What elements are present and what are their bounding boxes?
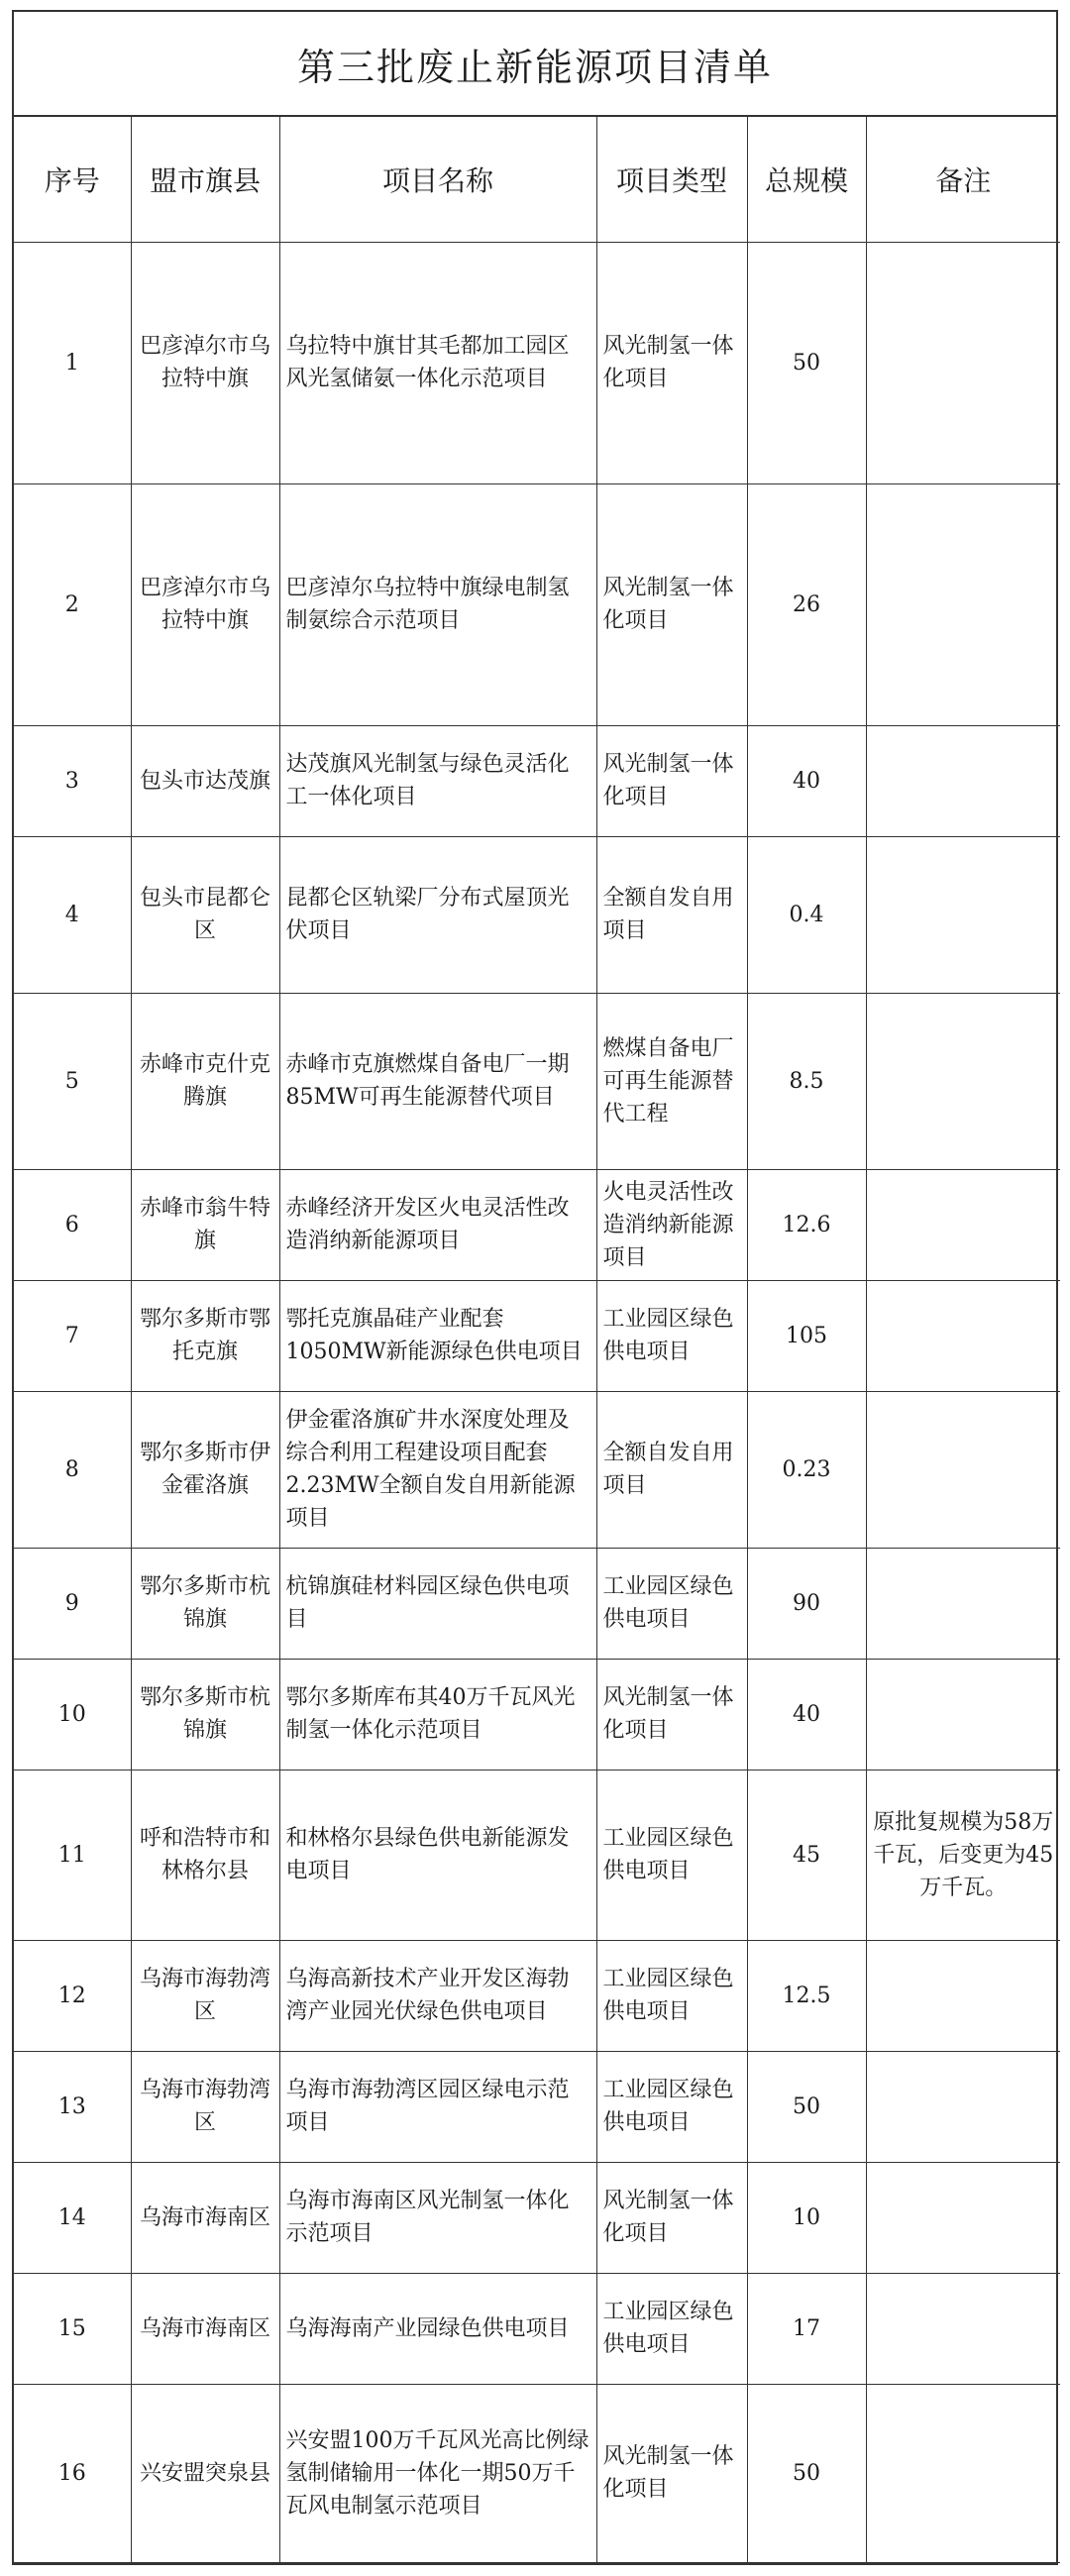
row-project-name: 鄂托克旗晶硅产业配套1050MW新能源绿色供电项目: [279, 1280, 596, 1391]
table-row: [14, 725, 1060, 836]
row-total-scale: 17: [747, 2273, 866, 2384]
row-note: [866, 1391, 1060, 1548]
row-region: 鄂尔多斯市杭锦旗: [131, 1659, 279, 1770]
header-project-name: 项目名称: [279, 117, 596, 242]
row-region: 呼和浩特市和林格尔县: [131, 1770, 279, 1940]
row-project-type: 工业园区绿色供电项目: [596, 2051, 747, 2162]
row-note: [866, 1940, 1060, 2051]
header-region: 盟市旗县: [131, 117, 279, 242]
row-region: 鄂尔多斯市杭锦旗: [131, 1548, 279, 1659]
table-row: [14, 1770, 1060, 1940]
table-row: [14, 2162, 1060, 2273]
row-note: [866, 836, 1060, 993]
row-project-name: 赤峰经济开发区火电灵活性改造消纳新能源项目: [279, 1169, 596, 1280]
row-project-type: 工业园区绿色供电项目: [596, 1548, 747, 1659]
table-row: [14, 2051, 1060, 2162]
row-index: 5: [14, 993, 131, 1169]
row-note: 原批复规模为58万千瓦，后变更为45万千瓦。: [866, 1770, 1060, 1940]
row-total-scale: 40: [747, 725, 866, 836]
row-project-type: 工业园区绿色供电项目: [596, 1940, 747, 2051]
row-project-type: 风光制氢一体化项目: [596, 242, 747, 483]
row-project-type: 火电灵活性改造消纳新能源项目: [596, 1169, 747, 1280]
row-total-scale: 45: [747, 1770, 866, 1940]
row-project-name: 杭锦旗硅材料园区绿色供电项目: [279, 1548, 596, 1659]
row-region: 鄂尔多斯市鄂托克旗: [131, 1280, 279, 1391]
table-row: [14, 242, 1060, 483]
row-index: 9: [14, 1548, 131, 1659]
row-total-scale: 90: [747, 1548, 866, 1659]
header-note: 备注: [866, 117, 1060, 242]
row-total-scale: 26: [747, 483, 866, 725]
row-total-scale: 0.4: [747, 836, 866, 993]
row-index: 10: [14, 1659, 131, 1770]
row-total-scale: 50: [747, 2051, 866, 2162]
row-index: 12: [14, 1940, 131, 2051]
row-total-scale: 12.6: [747, 1169, 866, 1280]
table-row: [14, 1659, 1060, 1770]
row-region: 包头市昆都仑区: [131, 836, 279, 993]
row-total-scale: 12.5: [747, 1940, 866, 2051]
row-total-scale: 10: [747, 2162, 866, 2273]
row-total-scale: 50: [747, 2384, 866, 2562]
row-project-type: 全额自发自用项目: [596, 1391, 747, 1548]
row-project-name: 巴彦淖尔乌拉特中旗绿电制氢制氨综合示范项目: [279, 483, 596, 725]
row-note: [866, 2162, 1060, 2273]
row-region: 乌海市海勃湾区: [131, 1940, 279, 2051]
row-index: 1: [14, 242, 131, 483]
row-project-name: 乌海海南产业园绿色供电项目: [279, 2273, 596, 2384]
row-total-scale: 8.5: [747, 993, 866, 1169]
row-note: [866, 725, 1060, 836]
table-row: [14, 1548, 1060, 1659]
row-note: [866, 1169, 1060, 1280]
row-total-scale: 40: [747, 1659, 866, 1770]
row-note: [866, 2384, 1060, 2562]
row-note: [866, 1548, 1060, 1659]
row-project-name: 乌拉特中旗甘其毛都加工园区风光氢储氨一体化示范项目: [279, 242, 596, 483]
row-project-name: 昆都仑区轨梁厂分布式屋顶光伏项目: [279, 836, 596, 993]
table-row: [14, 2273, 1060, 2384]
row-region: 赤峰市克什克腾旗: [131, 993, 279, 1169]
row-index: 11: [14, 1770, 131, 1940]
table-row: [14, 1169, 1060, 1280]
row-project-type: 工业园区绿色供电项目: [596, 2273, 747, 2384]
row-index: 16: [14, 2384, 131, 2562]
row-project-name: 兴安盟100万千瓦风光高比例绿氢制储输用一体化一期50万千瓦风电制氢示范项目: [279, 2384, 596, 2562]
row-index: 4: [14, 836, 131, 993]
row-index: 8: [14, 1391, 131, 1548]
row-note: [866, 242, 1060, 483]
row-region: 巴彦淖尔市乌拉特中旗: [131, 483, 279, 725]
document-sheet: [12, 10, 1058, 2565]
row-note: [866, 993, 1060, 1169]
row-index: 2: [14, 483, 131, 725]
row-region: 乌海市海南区: [131, 2273, 279, 2384]
header-index: 序号: [14, 117, 131, 242]
table-row: [14, 2384, 1060, 2562]
row-note: [866, 2051, 1060, 2162]
row-region: 包头市达茂旗: [131, 725, 279, 836]
table-row: [14, 1940, 1060, 2051]
row-project-name: 乌海市海勃湾区园区绿电示范项目: [279, 2051, 596, 2162]
row-project-type: 燃煤自备电厂可再生能源替代工程: [596, 993, 747, 1169]
row-total-scale: 105: [747, 1280, 866, 1391]
page-title: 第三批废止新能源项目清单: [14, 12, 1056, 117]
row-region: 兴安盟突泉县: [131, 2384, 279, 2562]
table-body: [14, 242, 1060, 2562]
row-index: 13: [14, 2051, 131, 2162]
row-total-scale: 0.23: [747, 1391, 866, 1548]
table-row: [14, 483, 1060, 725]
row-index: 3: [14, 725, 131, 836]
row-project-type: 风光制氢一体化项目: [596, 2384, 747, 2562]
row-index: 6: [14, 1169, 131, 1280]
table-row: [14, 1280, 1060, 1391]
header-project-type: 项目类型: [596, 117, 747, 242]
row-project-type: 风光制氢一体化项目: [596, 1659, 747, 1770]
row-index: 7: [14, 1280, 131, 1391]
row-project-type: 风光制氢一体化项目: [596, 483, 747, 725]
row-note: [866, 2273, 1060, 2384]
table-header-row: [14, 117, 1060, 242]
row-note: [866, 1659, 1060, 1770]
row-project-name: 乌海市海南区风光制氢一体化示范项目: [279, 2162, 596, 2273]
row-project-type: 工业园区绿色供电项目: [596, 1280, 747, 1391]
table-row: [14, 836, 1060, 993]
row-note: [866, 1280, 1060, 1391]
row-index: 15: [14, 2273, 131, 2384]
row-project-name: 伊金霍洛旗矿井水深度处理及综合利用工程建设项目配套2.23MW全额自发自用新能源项目: [279, 1391, 596, 1548]
row-project-name: 乌海高新技术产业开发区海勃湾产业园光伏绿色供电项目: [279, 1940, 596, 2051]
row-project-name: 和林格尔县绿色供电新能源发电项目: [279, 1770, 596, 1940]
row-region: 乌海市海南区: [131, 2162, 279, 2273]
row-index: 14: [14, 2162, 131, 2273]
project-table: [14, 117, 1060, 2563]
row-region: 鄂尔多斯市伊金霍洛旗: [131, 1391, 279, 1548]
row-project-type: 风光制氢一体化项目: [596, 725, 747, 836]
row-region: 赤峰市翁牛特旗: [131, 1169, 279, 1280]
row-project-name: 达茂旗风光制氢与绿色灵活化工一体化项目: [279, 725, 596, 836]
table-row: [14, 1391, 1060, 1548]
row-total-scale: 50: [747, 242, 866, 483]
row-project-type: 工业园区绿色供电项目: [596, 1770, 747, 1940]
row-project-type: 全额自发自用项目: [596, 836, 747, 993]
table-row: [14, 993, 1060, 1169]
row-project-name: 赤峰市克旗燃煤自备电厂一期85MW可再生能源替代项目: [279, 993, 596, 1169]
row-region: 乌海市海勃湾区: [131, 2051, 279, 2162]
header-total-scale: 总规模: [747, 117, 866, 242]
row-region: 巴彦淖尔市乌拉特中旗: [131, 242, 279, 483]
row-note: [866, 483, 1060, 725]
row-project-type: 风光制氢一体化项目: [596, 2162, 747, 2273]
row-project-name: 鄂尔多斯库布其40万千瓦风光制氢一体化示范项目: [279, 1659, 596, 1770]
